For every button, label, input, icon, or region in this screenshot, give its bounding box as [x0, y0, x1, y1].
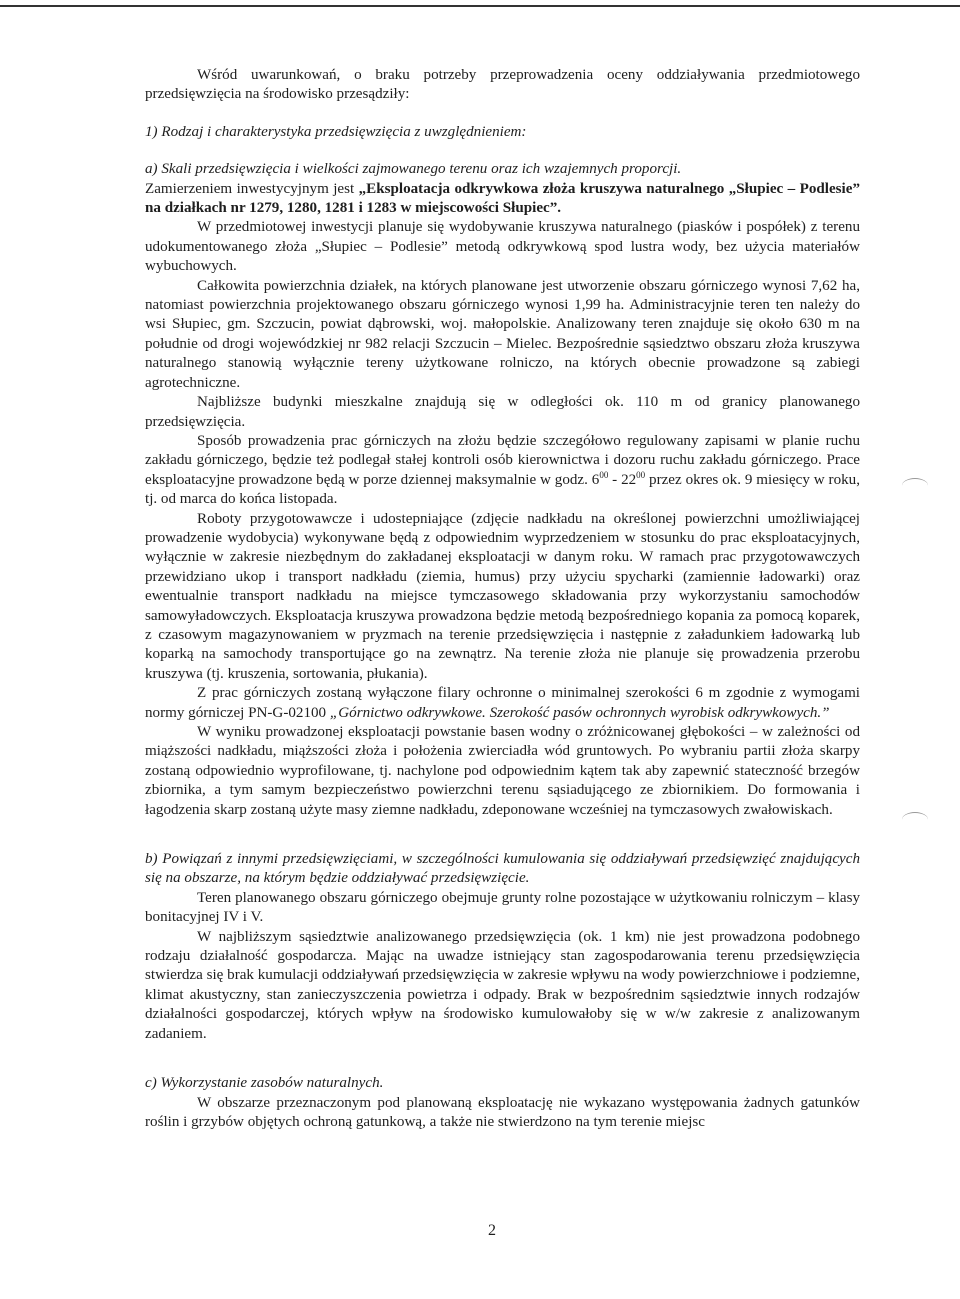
work-period-text: przez okres ok. 9 miesięcy w roku, tj. od marca do końca listopada.	[145, 471, 860, 508]
extraction-method-paragraph: W przedmiotowej inwestycji planuje się wydobywanie kruszywa naturalnego (piasków i pospółek) z terenu udokumentowanego złoża „Słupiec – Podlesie” metodą odkrywkową spod lustra wody, bez użycia materiałów wybuchowych.	[145, 219, 860, 275]
hour-start-minutes: 00	[599, 469, 609, 480]
hour-end-minutes: 00	[636, 469, 646, 480]
investment-lead-text: Zamierzeniem inwestycyjnym jest	[145, 180, 359, 197]
scan-margin-mark	[902, 812, 928, 827]
nearest-buildings-paragraph: Najbliższe budynki mieszkalne znajdują się w odległości ok. 110 m od granicy planowanego przedsięwzięcia.	[145, 394, 860, 430]
section-1-heading: 1) Rodzaj i charakterystyka przedsięwzięcia z uwzględnieniem:	[145, 123, 527, 140]
subsection-c-heading: c) Wykorzystanie zasobów naturalnych.	[145, 1075, 384, 1092]
cumulation-paragraph: W najbliższym sąsiedztwie analizowanego przedsięwzięcia (ok. 1 km) nie jest prowadzona podobnego rodzaju działalność gospodarcza. Mając na uwadze istniejący stan zagospodarowania terenu przedsięwzięcia stwierdza się brak kumulacji oddziaływań przedsięwzięcia w zakresie wpływu na wody powierzchniowe i podziemne, klimat akustyczny, stan zanieczyszczenia powietrza i odpady. Brak w bezpośrednim sąsiedztwie innych rodzajów działalności gospodarczej, których wpływ na środowisko kumulowałoby się w w/w zakresie z analizowanym zadaniem.	[145, 928, 861, 1042]
scan-margin-mark	[902, 478, 928, 493]
protective-pillars-paragraph	[145, 684, 860, 723]
preparatory-works-paragraph: Roboty przygotowawcze i udostepniające (zdjęcie nadkładu na określonej powierzchni umożliwiającej prowadzenie wydobycia) wykonywane będą z odpowiednim wyprzedzeniem w stosunku do prac eksploatacyjnych, wyłącznie w zakresie niezbędnym do zakładanej eksploatacji w danym roku. W ramach prac przygotowawczych przewidziano ukop i transport nadkładu (ziemia, humus) przy użyciu spycharki (zamiennie ładowarki) oraz ewentualnie transport nadkładu na miejsce tymczasowego składowania przy wykorzystaniu samochodów samowyładowczych. Eksploatacja kruszywa prowadzona będzie metodą bezpośredniego kopania za pomocą koparek, z czasowym magazynowaniem w pryzmach na terenie przedsięwzięcia i następnie z załadunkiem ładowarką lub koparką na samochody transportujące go na zewnątrz. Na terenie złoża nie planuje się prowadzenia przerobu kruszywa (tj. kruszenia, sortowania, płukania).	[145, 510, 860, 682]
natural-resources-paragraph: W obszarze przeznaczonym pod planowaną eksploatację nie wykazano występowania żadnych gatunków roślin i grzybów objętych ochroną gatunkową, a także nie stwierdzono na tym terenie miejsc	[145, 1094, 860, 1130]
subsection-a-heading: a) Skali przedsięwzięcia i wielkości zajmowanego terenu oraz ich wzajemnych proporcji.	[145, 161, 682, 178]
investment-description-paragraph	[145, 180, 860, 219]
hour-end: 22	[621, 471, 637, 488]
area-paragraph: Całkowita powierzchnia działek, na których planowane jest utworzenie obszaru górniczego wynosi 7,62 ha, natomiast powierzchnia projektowanego obszaru górniczego wynosi 1,99 ha. Administracyjnie teren ten należy do wsi Słupiec, gm. Szczucin, powiat dąbrowski, woj. małopolskie. Analizowany teren znajduje się około 630 m na południe od drogi wojewódzkiej nr 982 relacji Szczucin – Mielec. Bezpośrednie sąsiedztwo obszaru złoża kruszywa naturalnego stanowią wyłącznie tereny użytkowane rolniczo, na których obecnie prowadzone są zabiegi agrotechniczne.	[145, 277, 860, 391]
investment-title: „Eksploatacja odkrywkowa złoża kruszywa naturalnego „Słupiec – Podlesie” na działkach nr 1279, 1280, 1281 i 1283 w miejscowości Słupiec”.	[145, 180, 860, 217]
intro-paragraph: Wśród uwarunkowań, o braku potrzeby przeprowadzenia oceny oddziaływania przedmiotowego przedsięwzięcia na środowisko przesądziły:	[145, 67, 860, 103]
work-schedule-paragraph	[145, 432, 860, 510]
land-use-paragraph: Teren planowanego obszaru górniczego obejmuje grunty rolne pozostające w użytkowaniu rolniczym – klasy bonitacyjnej IV i V.	[145, 889, 860, 926]
subsection-b-heading: b) Powiązań z innymi przedsięwzięciami, w szczególności kumulowania się oddziaływań przedsięwzięć znajdujących się na obszarze, na którym będzie oddziaływać przedsięwzięcie.	[145, 851, 860, 887]
standard-title: „Górnictwo odkrywkowe. Szerokość pasów ochronnych wyrobisk odkrywkowych.”	[329, 704, 830, 721]
page-number: 2	[488, 1222, 496, 1239]
work-schedule-text: Sposób prowadzenia prac górniczych na złożu będzie szczegółowo regulowany zapisami w planie ruchu zakładu górniczego, będzie też podlegał stałej kontroli osób kierownictwa i dozoru ruchu zakładu górniczego. Prace eksploatacyjne prowadzone będą w porze dziennej maksymalnie w godz.	[145, 432, 860, 488]
hour-dash: -	[608, 471, 622, 488]
scan-top-border	[0, 5, 960, 7]
protective-pillars-text: Z prac górniczych zostaną wyłączone filary ochronne o minimalnej szerokości 6 m zgodnie z wymogami normy górniczej PN-G-02100	[145, 685, 860, 721]
document-body	[145, 66, 860, 1132]
hour-start: 6	[591, 471, 600, 488]
water-basin-paragraph: W wyniku prowadzonej eksploatacji powstanie basen wodny o zróżnicowanej głębokości – w zależności od miąższości nadkładu, miąższości złoża i położenia zwierciadła wód gruntowych. Po wybraniu partii złoża skarpy zostaną odpowiednio wyprofilowane, tj. nachylone pod odpowiednim kątem tak aby zapewnić stateczność brzegów zbiornika, a tym samym bezpieczeństwo powierzchni terenu sąsiadującego ze zbiornikiem. Do formowania i łagodzenia skarp zostaną użyte masy ziemne nadkładu, zdeponowane wcześniej na tymczasowych zwałowiskach.	[145, 724, 860, 818]
